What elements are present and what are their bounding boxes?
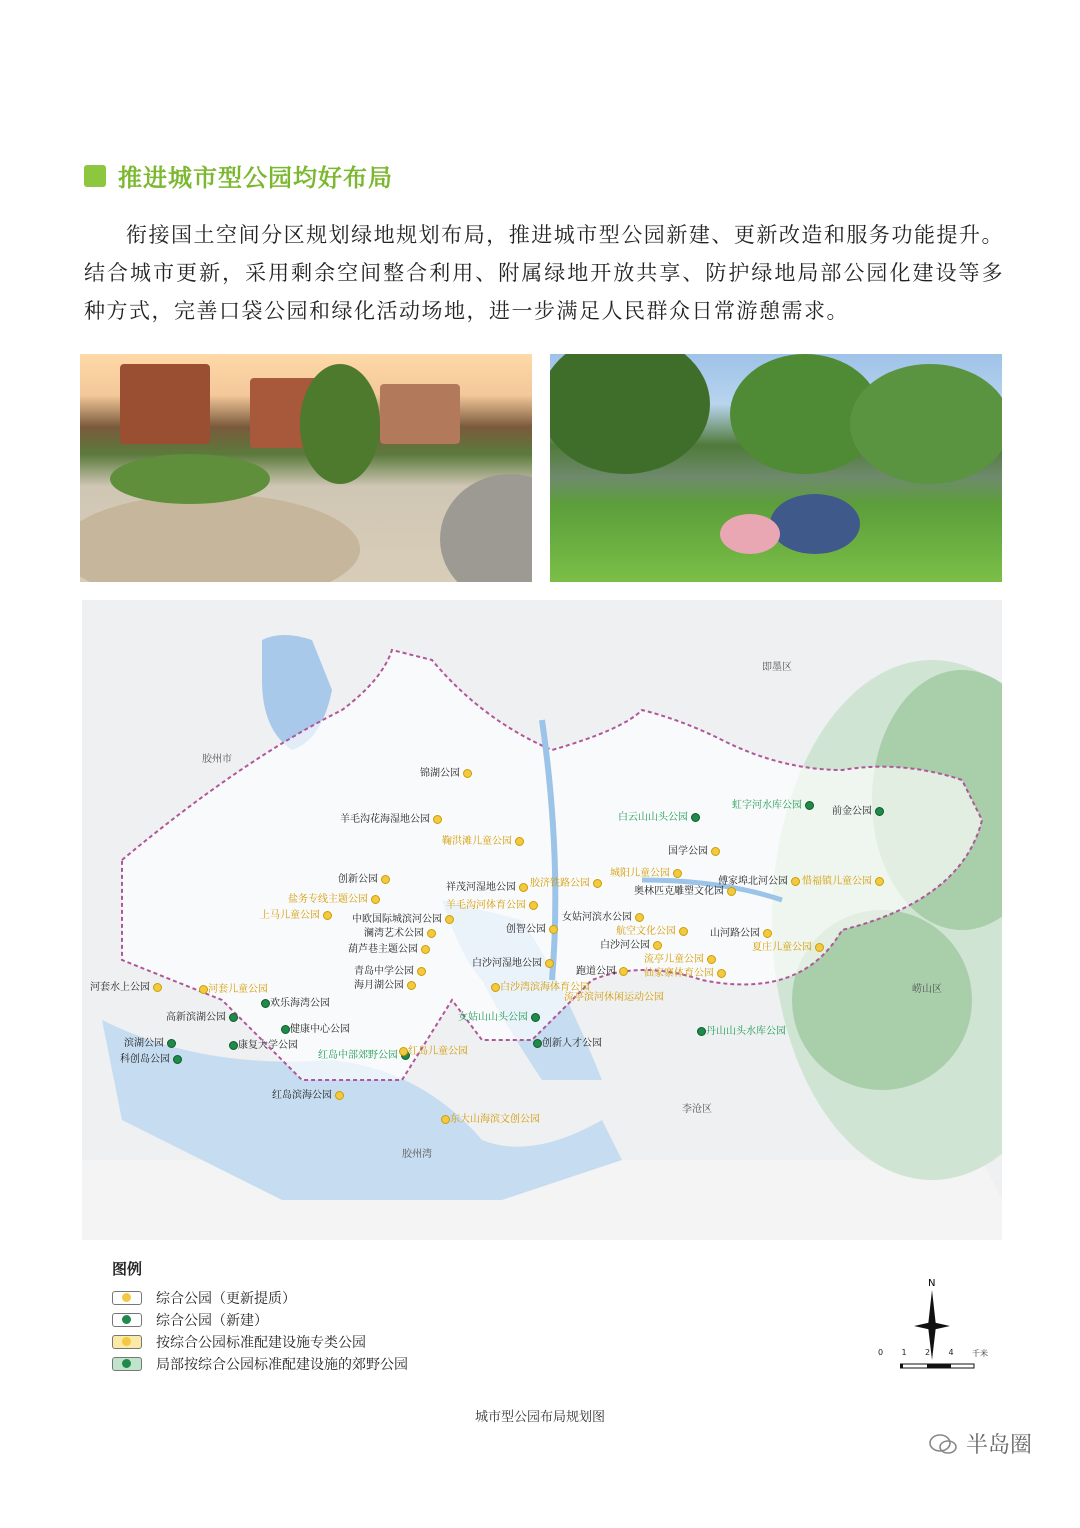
map-caption: 城市型公园布局规划图 — [474, 1410, 605, 1425]
park-label: 锦湖公园 — [420, 764, 472, 779]
park-label: 创新人才公园 — [530, 1034, 602, 1049]
park-label: 傅家埠北河公园 — [718, 872, 800, 887]
north-arrow-scale — [878, 1276, 988, 1372]
legend-swatch — [112, 1335, 142, 1349]
park-label: 健康中心公园 — [278, 1020, 350, 1035]
park-label: 青岛中学公园 — [354, 962, 426, 977]
park-label: 盐务专线主题公园 — [288, 890, 380, 905]
map-legend — [112, 1258, 408, 1375]
park-label: 创智公园 — [506, 920, 558, 935]
park-label: 中欧国际城滨河公园 — [352, 910, 454, 925]
park-layout-map — [82, 600, 1002, 1240]
district-label: 崂山区 — [912, 984, 942, 995]
legend-item: 局部按综合公园标准配建设施的郊野公园 — [112, 1353, 408, 1375]
park-label: 上马儿童公园 — [260, 906, 332, 921]
intro-paragraph: 衔接国土空间分区规划绿地规划布局，推进城市型公园新建、更新改造和服务功能提升。结合城市更新，采用剩余空间整合利用、附属绿地开放共享、防护绿地局部公园化建设等多种方式，完善口袋公园和绿化活动场地，进一步满足人民群众日常游憩需求。 — [84, 223, 1004, 323]
legend-item: 综合公园（更新提质） — [112, 1287, 408, 1309]
park-label: 白沙河湿地公园 — [472, 954, 554, 969]
playground-photo — [80, 354, 532, 582]
park-label: 创新公园 — [338, 870, 390, 885]
legend-title: 图例 — [112, 1260, 143, 1278]
park-label: 科创岛公园 — [120, 1050, 182, 1065]
north-label: N — [928, 1278, 936, 1289]
park-label: 白沙湾滨海体育公园 — [488, 978, 590, 993]
section-title: 推进城市型公园均好布局 — [118, 164, 393, 192]
lawn-picnic-photo — [550, 354, 1002, 582]
park-label: 航空文化公园 — [616, 922, 688, 937]
park-label: 鞠洪滩儿童公园 — [442, 832, 524, 847]
legend-item: 按综合公园标准配建设施专类公园 — [112, 1331, 408, 1353]
park-label: 高新滨湖公园 — [166, 1008, 238, 1023]
legend-item: 综合公园（新建） — [112, 1309, 408, 1331]
park-label: 虹字河水库公园 — [732, 796, 814, 811]
park-label: 流亭儿童公园 — [644, 950, 716, 965]
watermark — [928, 1428, 1032, 1459]
park-label: 夏庄儿童公园 — [752, 938, 824, 953]
park-label: 仙家寨体育公园 — [644, 964, 726, 979]
wechat-icon — [928, 1433, 958, 1455]
legend-swatch — [112, 1291, 142, 1305]
district-label: 李沧区 — [682, 1104, 712, 1115]
park-label: 祥茂河湿地公园 — [446, 878, 528, 893]
park-label: 红岛滨海公园 — [272, 1086, 344, 1101]
park-label: 红岛中部郊野公园 — [318, 1046, 410, 1061]
park-label: 东大山海滨文创公园 — [438, 1110, 540, 1125]
district-label: 胶州市 — [202, 754, 232, 765]
park-label: 白云山山头公园 — [618, 808, 700, 823]
park-label: 羊毛沟花海湿地公园 — [340, 810, 442, 825]
park-label: 葫芦巷主题公园 — [348, 940, 430, 955]
park-label: 山河路公园 — [710, 924, 772, 939]
park-label: 丹山山头水库公园 — [694, 1022, 786, 1037]
district-label: 胶州湾 — [402, 1149, 432, 1160]
legend-swatch — [112, 1357, 142, 1371]
park-label: 跑道公园 — [576, 962, 628, 977]
park-label: 羊毛沟河体育公园 — [446, 896, 538, 911]
park-label: 海月湖公园 — [354, 976, 416, 991]
park-label: 女姑山山头公园 — [458, 1008, 540, 1023]
park-label: 河套水上公园 — [90, 978, 162, 993]
watermark-text: 半岛圈 — [966, 1433, 1033, 1458]
park-label: 流亭滨河休闲运动公园 — [564, 992, 664, 1003]
section-marker — [84, 165, 106, 187]
park-label: 胶济铁路公园 — [530, 874, 602, 889]
park-label: 澜湾艺术公园 — [364, 924, 436, 939]
park-label: 白沙河公园 — [600, 936, 662, 951]
scale-labels: 0 1 2 4 千米 — [878, 1348, 988, 1358]
park-label: 红岛儿童公园 — [396, 1042, 468, 1057]
park-label: 前金公园 — [832, 802, 884, 817]
park-label: 国学公园 — [668, 842, 720, 857]
park-label: 奥林匹克雕塑文化园 — [634, 882, 736, 897]
legend-swatch — [112, 1313, 142, 1327]
district-label: 即墨区 — [762, 662, 792, 673]
park-label: 滨湖公园 — [124, 1034, 176, 1049]
park-label: 城阳儿童公园 — [610, 864, 682, 879]
park-label: 河套儿童公园 — [196, 980, 268, 995]
park-label: 惜福镇儿童公园 — [802, 872, 884, 887]
park-label: 女姑河滨水公园 — [562, 908, 644, 923]
park-label: 康复大学公园 — [226, 1036, 298, 1051]
park-label: 欢乐海湾公园 — [258, 994, 330, 1009]
section-heading — [84, 158, 393, 193]
